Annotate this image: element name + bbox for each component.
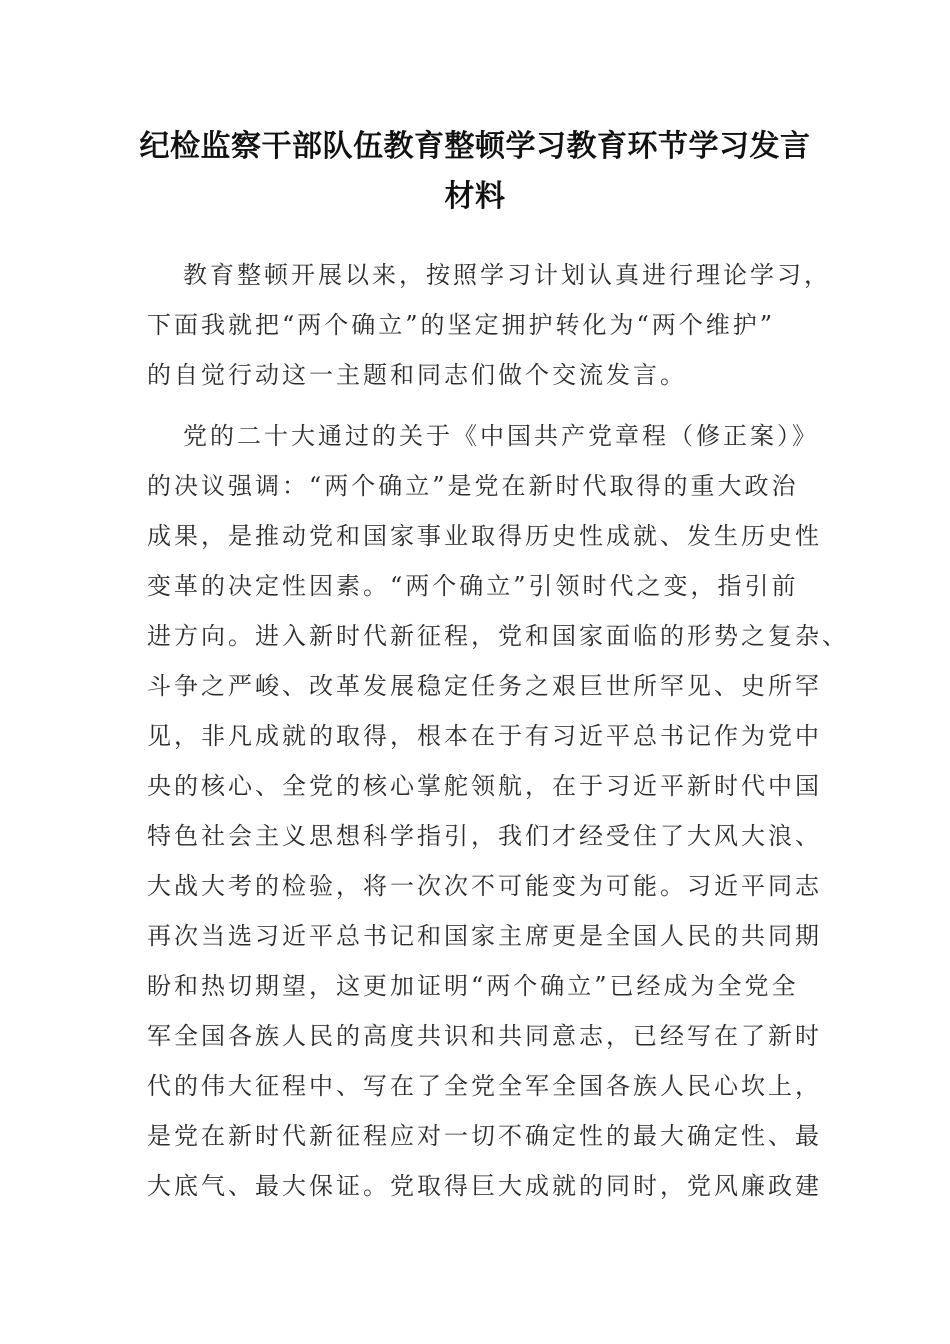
paragraph-line: 再次当选习近平总书记和国家主席更是全国人民的共同期 <box>147 922 822 950</box>
paragraph-line: 大战大考的检验，将一次次不可能变为可能。习近平同志 <box>147 872 822 900</box>
paragraph-line: 的决议强调：“两个确立”是党在新时代取得的重大政治 <box>147 472 799 500</box>
paragraph-line: 代的伟大征程中、写在了全党全军全国各族人民心坎上， <box>147 1072 822 1100</box>
paragraph-line: 变革的决定性因素。“两个确立”引领时代之变，指引前 <box>147 572 799 600</box>
paragraph-line: 教育整顿开展以来，按照学习计划认真进行理论学习， <box>183 261 831 289</box>
paragraph-line: 下面我就把“两个确立”的坚定拥护转化为“两个维护” <box>147 311 776 339</box>
paragraph-line: 是党在新时代新征程应对一切不确定性的最大确定性、最 <box>147 1122 822 1150</box>
paragraph-line: 盼和热切期望，这更加证明“两个确立”已经成为全党全 <box>147 972 799 1000</box>
paragraph-line: 特色社会主义思想科学指引，我们才经受住了大风大浪、 <box>147 822 822 850</box>
paragraph-2 <box>147 411 849 1211</box>
document-body <box>147 250 849 1222</box>
title-line-1: 纪检监察干部队伍教育整顿学习教育环节学习发言 <box>139 129 811 164</box>
paragraph-line: 党的二十大通过的关于《中国共产党章程（修正案）》 <box>183 422 819 450</box>
paragraph-line: 斗争之严峻、改革发展稳定任务之艰巨世所罕见、史所罕 <box>147 672 822 700</box>
paragraph-line: 成果，是推动党和国家事业取得历史性成就、发生历史性 <box>147 522 822 550</box>
paragraph-line: 见，非凡成就的取得，根本在于有习近平总书记作为党中 <box>147 722 822 750</box>
paragraph-line: 大底气、最大保证。党取得巨大成就的同时，党风廉政建 <box>147 1172 822 1200</box>
paragraph-line: 进方向。进入新时代新征程，党和国家面临的形势之复杂、 <box>147 622 849 650</box>
document-title <box>130 122 820 222</box>
paragraph-line: 军全国各族人民的高度共识和共同意志，已经写在了新时 <box>147 1022 822 1050</box>
paragraph-line: 央的核心、全党的核心掌舵领航，在于习近平新时代中国 <box>147 772 822 800</box>
paragraph-line: 的自觉行动这一主题和同志们做个交流发言。 <box>147 361 687 389</box>
paragraph-1 <box>147 250 831 400</box>
title-line-2: 材料 <box>444 179 506 214</box>
